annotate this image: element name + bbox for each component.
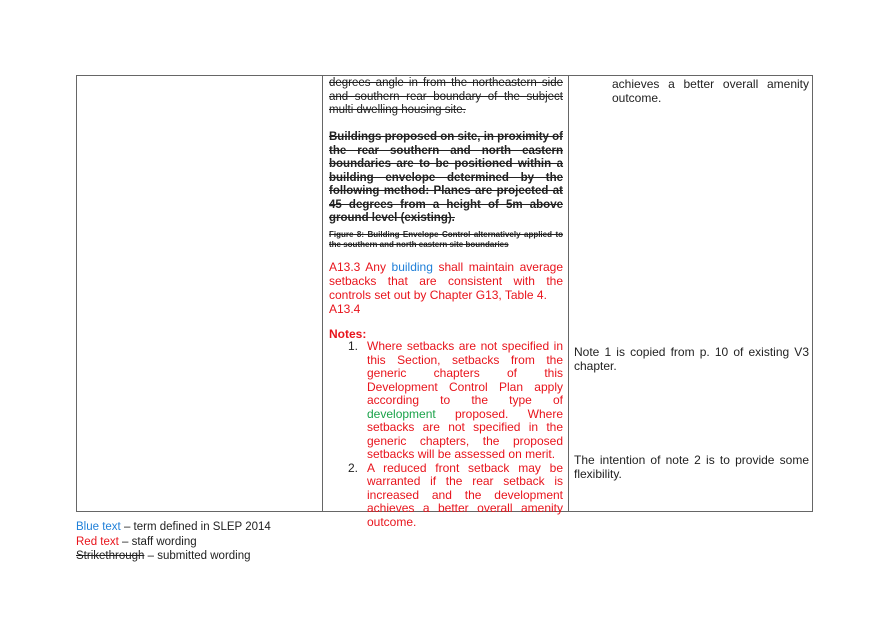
defined-term-building: building (391, 260, 433, 274)
notes-heading: Notes: (329, 327, 367, 341)
clause-a13-3-prefix: A13.3 Any (329, 260, 392, 274)
legend-blue-label: Blue text (76, 521, 121, 533)
table-cell-wording (329, 76, 563, 529)
defined-term-development: development (367, 406, 436, 421)
legend-strike-desc: – submitted wording (144, 550, 251, 562)
clause-a13-4: A13.4 (329, 302, 361, 316)
column-divider (568, 76, 569, 511)
clause-a13-3 (329, 260, 563, 302)
legend-strike-label: Strikethrough (76, 550, 145, 562)
note-number: 1. (348, 339, 359, 353)
legend-red-desc: – staff wording (118, 536, 197, 548)
table-cell-comments (574, 76, 809, 511)
struck-paragraph: degrees angle in from the northeastern side and southern rear boundary of the subject multi dwelling housing site. (329, 77, 563, 116)
note-1-suffix: proposed. Where setbacks are not specified in the generic chapters, the proposed setbacks will be assessed on merit. (367, 406, 563, 461)
legend-blue-desc: – term defined in SLEP 2014 (120, 521, 271, 533)
struck-figure-caption: Figure 8: Building Envelope Control alternatively applied to the southern and north eastern site boundaries (329, 230, 563, 249)
note-number: 2. (348, 460, 359, 475)
note-item-1 (329, 340, 563, 462)
legend-blue (76, 520, 271, 534)
notes-list (329, 340, 563, 529)
note-item-2 (329, 462, 563, 530)
comment-continued: achieves a better overall amenity outcome. (612, 77, 809, 105)
legend-red (76, 535, 197, 549)
struck-paragraph-bold: Buildings proposed on site, in proximity of the rear southern and north eastern boundaries are to be positioned within a building envelope determined by the following method: Planes are projected at 45 degrees from a height of 5m above ground level (existing). (329, 131, 563, 224)
comment-note-1: Note 1 is copied from p. 10 of existing V3 chapter. (574, 345, 809, 373)
comment-note-2: The intention of note 2 is to provide some flexibility. (574, 453, 809, 481)
note-1-prefix: Where setbacks are not specified in this Section, setbacks from the generic chapters of this Development Control Plan apply according to the type of (367, 339, 563, 407)
clause-a13-3-suffix: shall maintain average setbacks that are consistent with the controls set out by Chapter G13, Table 4. (329, 260, 563, 302)
legend-strike (76, 549, 251, 563)
legend-red-label: Red text (76, 536, 119, 548)
note-2-text: A reduced front setback may be warranted if the rear setback is increased and the development achieves a better overall amenity outcome. (367, 460, 563, 529)
column-divider (322, 76, 323, 511)
